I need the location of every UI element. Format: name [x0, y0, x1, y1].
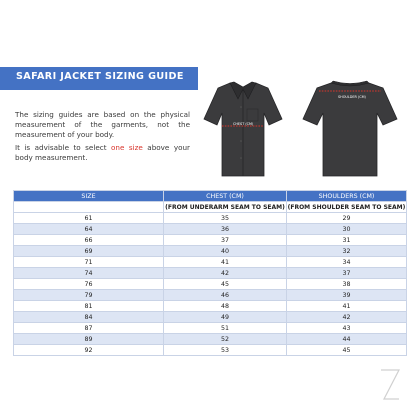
size-cell: 92: [14, 345, 164, 356]
sizing-note: The sizing guides are based on the physical measurement of the garments, not the measurement of your body.: [15, 110, 190, 140]
table-subheader-row: [14, 202, 407, 213]
size-cell: 84: [14, 312, 164, 323]
size-cell: 69: [14, 246, 164, 257]
shoulder-cell: 38: [287, 279, 407, 290]
chest-cell: 35: [164, 213, 287, 224]
table-row: [14, 323, 407, 334]
chest-cell: 36: [164, 224, 287, 235]
size-cell: 64: [14, 224, 164, 235]
table-row: [14, 268, 407, 279]
chest-cell: 52: [164, 334, 287, 345]
chest-cell: 42: [164, 268, 287, 279]
shoulder-cell: 32: [287, 246, 407, 257]
subheader-shoulders: (FROM SHOULDER SEAM TO SEAM): [287, 203, 406, 211]
shoulder-cell: 41: [287, 301, 407, 312]
chest-cell: 40: [164, 246, 287, 257]
shoulder-cell: 31: [287, 235, 407, 246]
shoulder-cell: 45: [287, 345, 407, 356]
shoulder-cell: 37: [287, 268, 407, 279]
page-title: SAFARI JACKET SIZING GUIDE: [16, 71, 184, 82]
size-cell: 87: [14, 323, 164, 334]
table-row: [14, 213, 407, 224]
subheader-size: [14, 202, 164, 213]
header-size: SIZE: [14, 191, 164, 202]
header-shoulders: SHOULDERS (CM): [287, 191, 407, 202]
table-row: [14, 246, 407, 257]
chest-cell: 51: [164, 323, 287, 334]
chest-cell: 41: [164, 257, 287, 268]
size-cell: 76: [14, 279, 164, 290]
shoulder-cell: 44: [287, 334, 407, 345]
chest-measure-label: CHEST (CM): [233, 122, 254, 126]
chest-cell: 46: [164, 290, 287, 301]
table-row: [14, 312, 407, 323]
table-header-row: [14, 191, 407, 202]
size-cell: 79: [14, 290, 164, 301]
size-advice: [15, 143, 190, 163]
table-row: [14, 290, 407, 301]
table-row: [14, 334, 407, 345]
size-advice-start: It is advisable to select: [15, 143, 112, 152]
size-advice-highlight: one size: [111, 143, 143, 152]
table-row: [14, 345, 407, 356]
size-cell: 74: [14, 268, 164, 279]
shoulder-cell: 39: [287, 290, 407, 301]
chest-cell: 53: [164, 345, 287, 356]
table-row: [14, 257, 407, 268]
table-row: [14, 224, 407, 235]
shoulder-cell: 42: [287, 312, 407, 323]
size-cell: 81: [14, 301, 164, 312]
size-cell: 66: [14, 235, 164, 246]
chest-cell: 49: [164, 312, 287, 323]
table-row: [14, 279, 407, 290]
chest-cell: 48: [164, 301, 287, 312]
table-body: [14, 213, 407, 356]
size-cell: 89: [14, 334, 164, 345]
shoulder-cell: 29: [287, 213, 407, 224]
size-advice-end: above your body measurement.: [15, 143, 190, 163]
chest-cell: 37: [164, 235, 287, 246]
size-table: [13, 190, 407, 356]
chest-cell: 45: [164, 279, 287, 290]
shoulder-cell: 30: [287, 224, 407, 235]
brand-watermark: [378, 367, 402, 403]
size-cell: 71: [14, 257, 164, 268]
shoulder-measure-label: SHOULDER (CM): [338, 95, 366, 99]
table-row: [14, 301, 407, 312]
header-chest: CHEST (CM): [164, 191, 287, 202]
shirt-back-image: [301, 79, 399, 179]
shirt-front-image: [202, 79, 284, 179]
shoulder-cell: 43: [287, 323, 407, 334]
title-banner: [0, 67, 198, 90]
shoulder-cell: 34: [287, 257, 407, 268]
subheader-chest: (FROM UNDERARM SEAM TO SEAM): [165, 203, 285, 211]
table-row: [14, 235, 407, 246]
size-cell: 61: [14, 213, 164, 224]
